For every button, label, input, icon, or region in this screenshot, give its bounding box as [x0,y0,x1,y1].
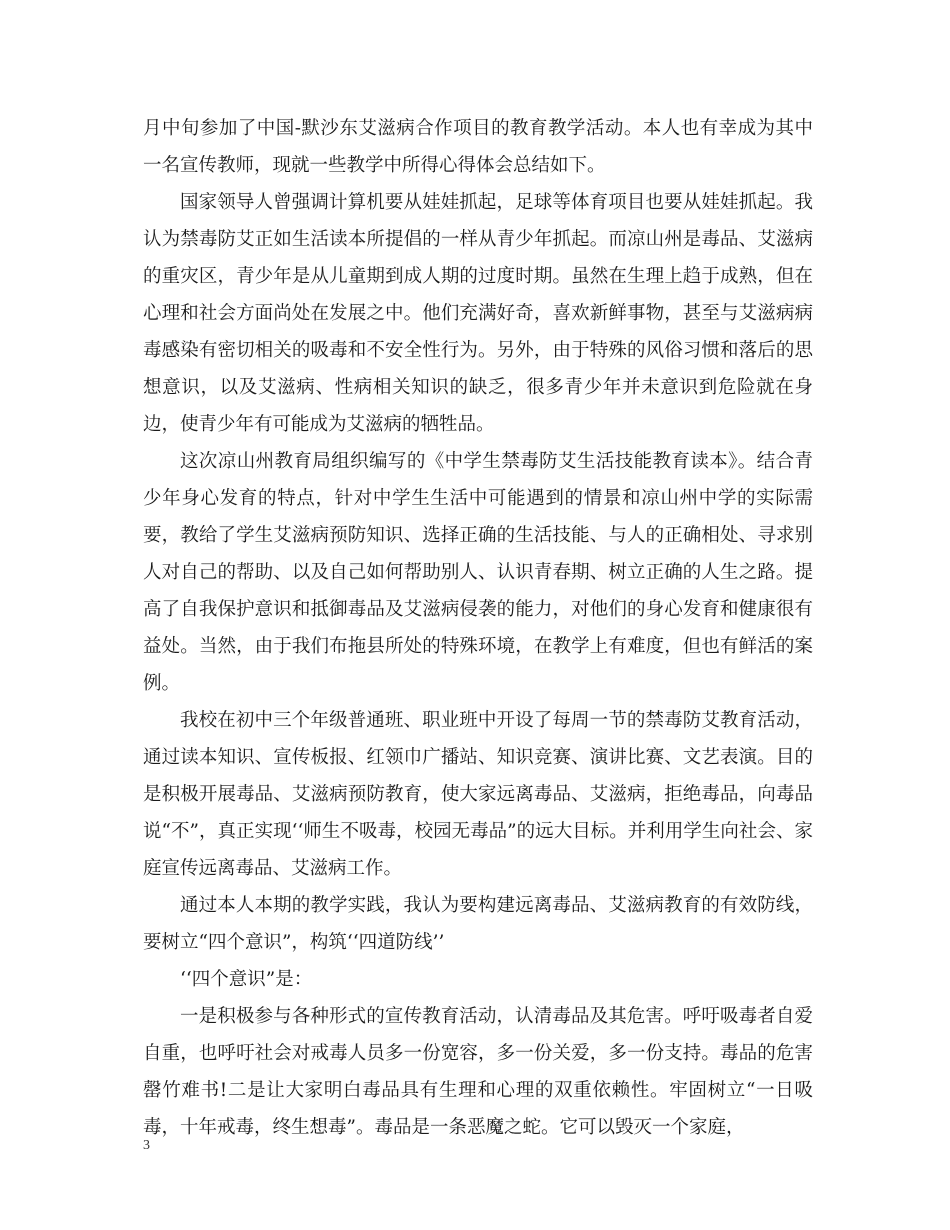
paragraph-6: ‘‘四个意识”是： [180,969,313,990]
paragraph-4: 我校在初中三个年级普通班、职业班中开设了每周一节的禁毒防艾教育活动，通过读本知识、宣传板报、红领巾广播站、知识竞赛、演讲比赛、文艺表演。目的是积极开展毒品、艾滋病预防教育，使大家远离毒品、艾滋病，拒绝毒品，向毒品说“不”，真正实现‘‘师生不吸毒，校园无毒品”的远大目标。并利用学生向社会、家庭宣传远离毒品、艾滋病工作。 [143,710,813,879]
paragraph-7: 一是积极参与各种形式的宣传教育活动，认清毒品及其危害。呼吁吸毒者自爱自重，也呼吁社会对戒毒人员多一份宽容，多一份关爱，多一份支持。毒品的危害罄竹难书!二是让大家明白毒品具有生理和心理的双重依赖性。牢固树立“一日吸毒，十年戒毒，终生想毒”。毒品是一条恶魔之蛇。它可以毁灭一个家庭， [143,1006,813,1138]
paragraph-1: 月中旬参加了中国-默沙东艾滋病合作项目的教育教学活动。本人也有幸成为其中一名宣传教师，现就一些教学中所得心得体会总结如下。 [143,118,813,176]
paragraph-5: 通过本人本期的教学实践，我认为要构建远离毒品、艾滋病教育的有效防线，要树立“四个意识”，构筑‘‘四道防线’’ [143,895,813,953]
page-number: 3 [143,1138,150,1153]
paragraph-2: 国家领导人曾强调计算机要从娃娃抓起，足球等体育项目也要从娃娃抓起。我认为禁毒防艾正如生活读本所提倡的一样从青少年抓起。而凉山州是毒品、艾滋病的重灾区，青少年是从儿童期到成人期的过度时期。虽然在生理上趋于成熟，但在心理和社会方面尚处在发展之中。他们充满好奇，喜欢新鲜事物，甚至与艾滋病病毒感染有密切相关的吸毒和不安全性行为。另外，由于特殊的风俗习惯和落后的思想意识，以及艾滋病、性病相关知识的缺乏，很多青少年并未意识到危险就在身边，使青少年有可能成为艾滋病的牺牲品。 [143,192,813,435]
paragraph-3: 这次凉山州教育局组织编写的《中学生禁毒防艾生活技能教育读本》。结合青少年身心发育的特点，针对中学生生活中可能遇到的情景和凉山州中学的实际需要，教给了学生艾滋病预防知识、选择正确的生活技能、与人的正确相处、寻求别人对自己的帮助、以及自己如何帮助别人、认识青春期、树立正确的人生之路。提高了自我保护意识和抵御毒品及艾滋病侵袭的能力，对他们的身心发育和健康很有益处。当然，由于我们布拖县所处的特殊环境，在教学上有难度，但也有鲜活的案例。 [143,451,813,694]
document-body [143,110,813,1146]
